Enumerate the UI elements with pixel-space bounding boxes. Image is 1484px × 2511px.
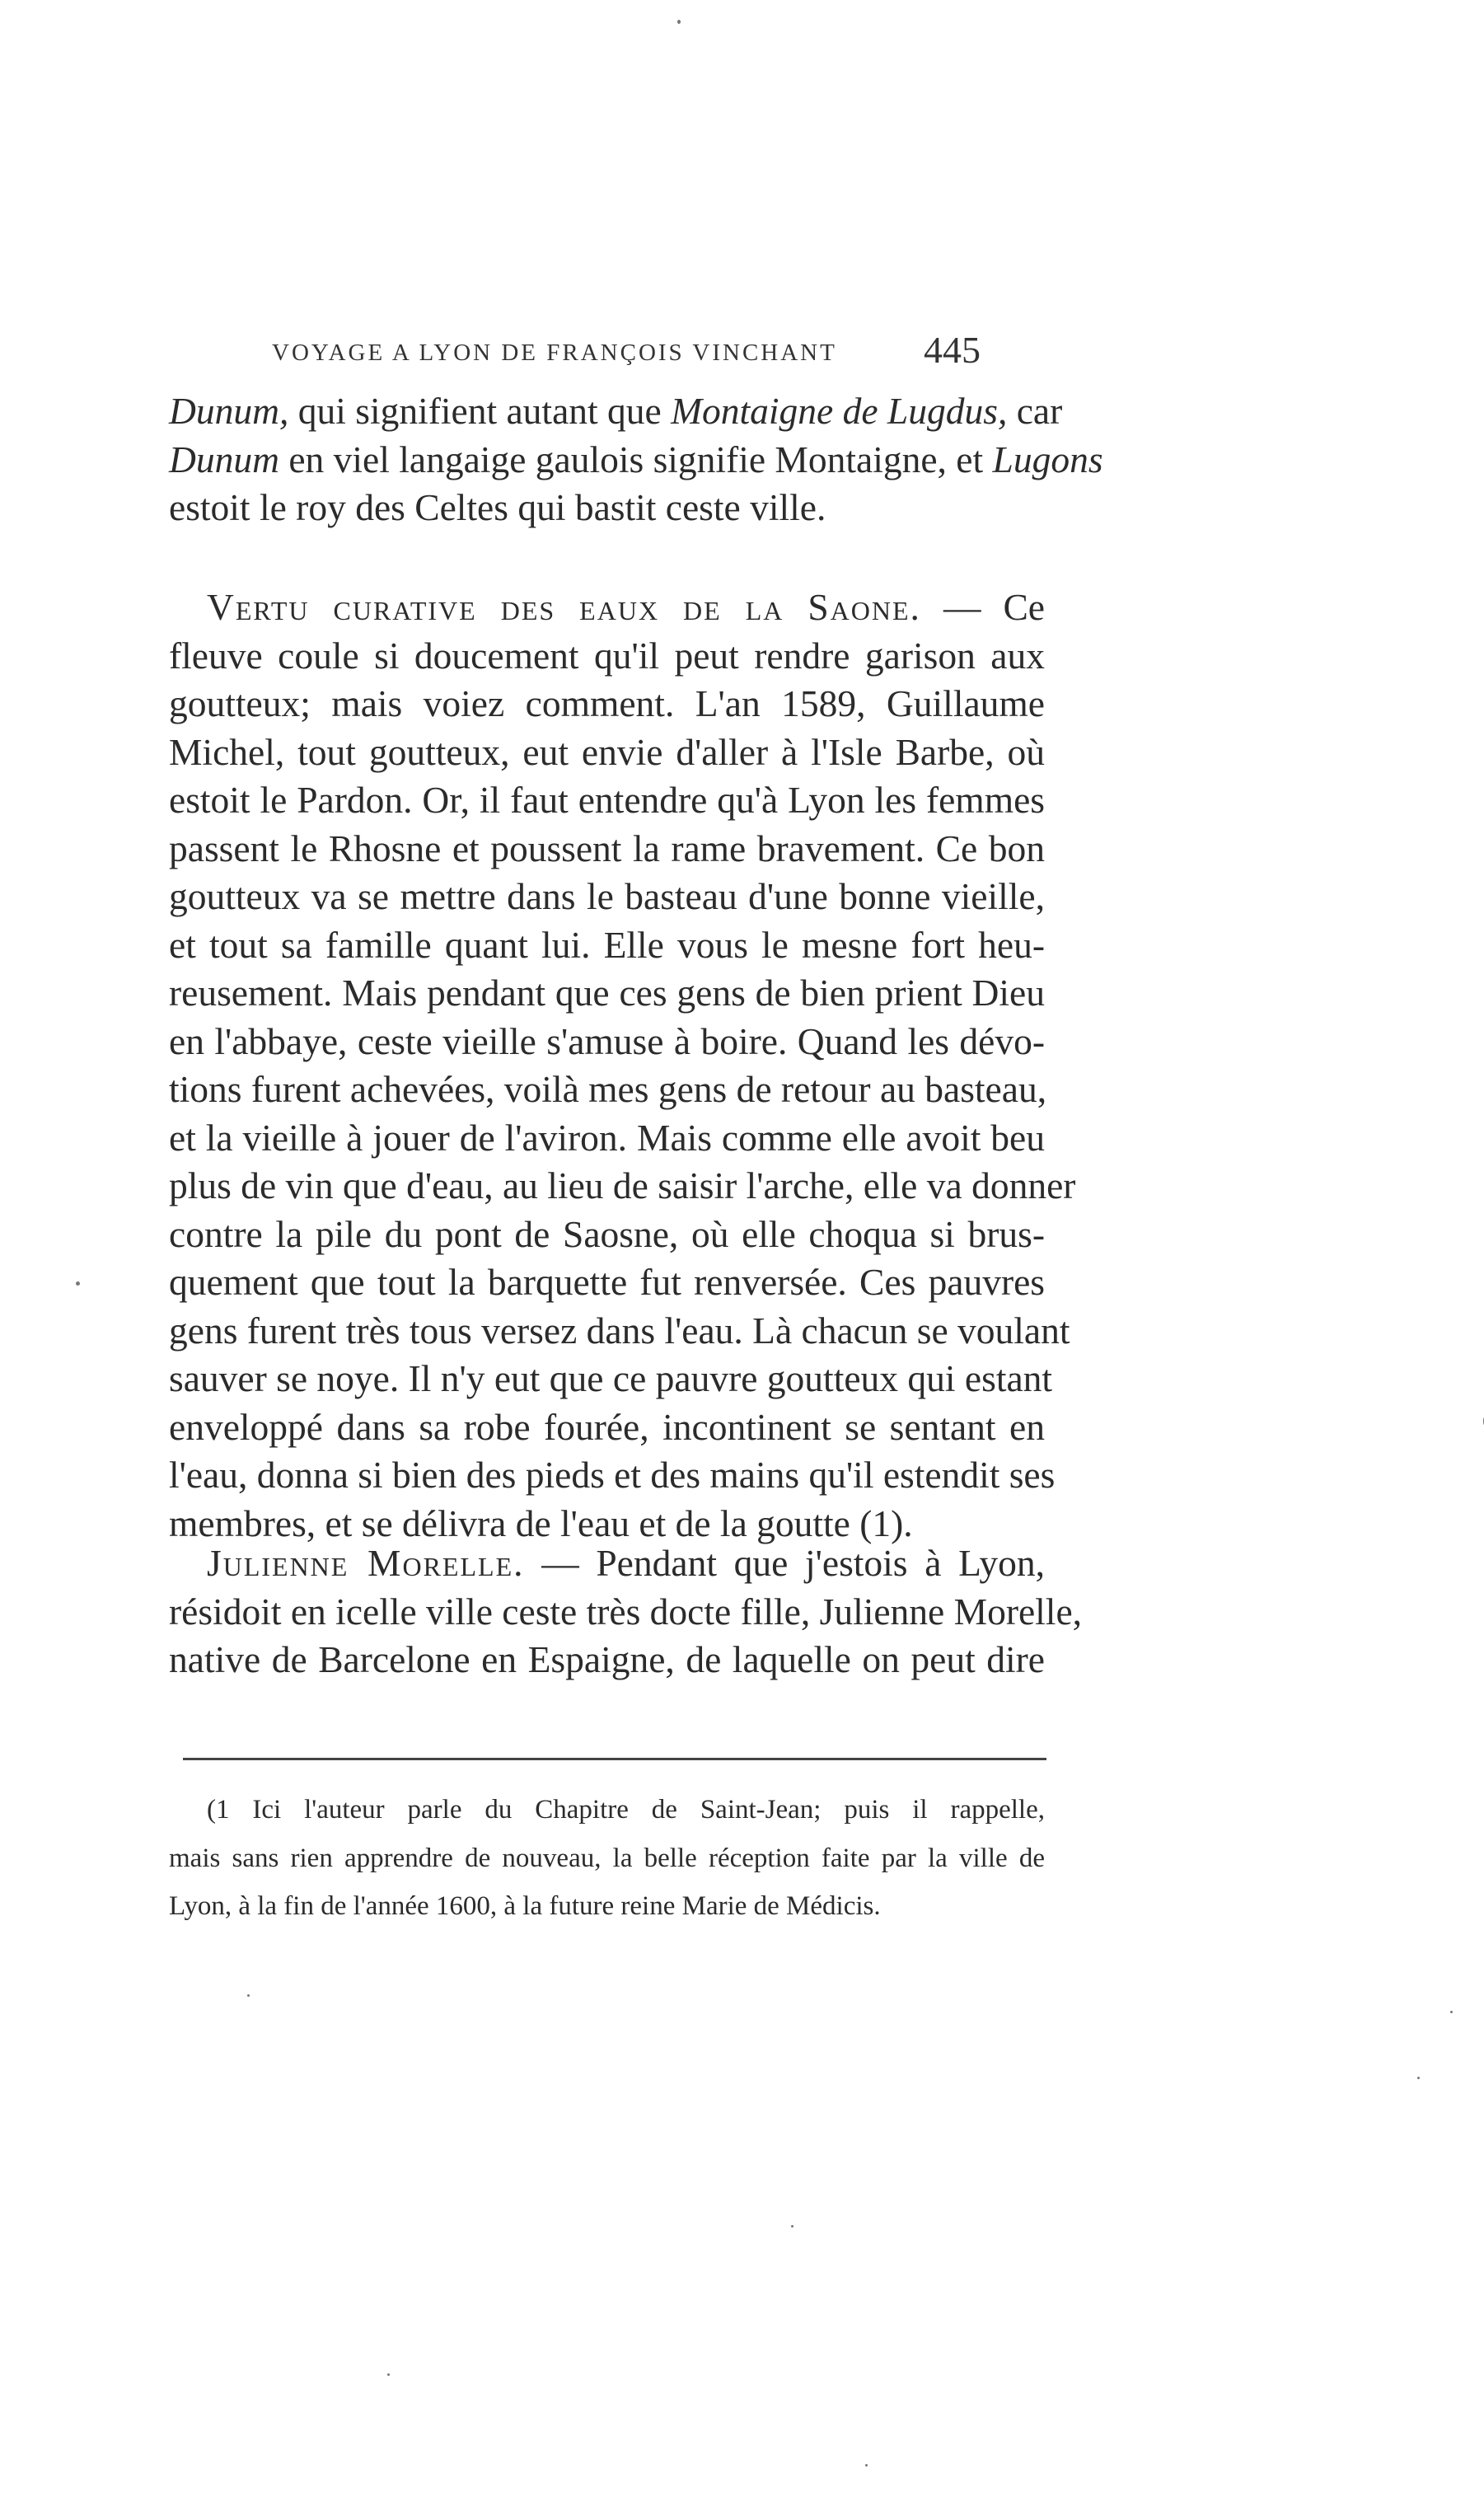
page-number: 445 (924, 329, 981, 371)
text-run: qui signifient autant que (288, 390, 672, 432)
section-heading: Julienne Morelle. (207, 1542, 525, 1584)
text-line: quement que tout la barquette fut renversée. Ces pauvres (169, 1261, 1045, 1303)
running-title: VOYAGE A LYON DE FRANÇOIS VINCHANT (272, 340, 837, 366)
text-line: contre la pile du pont de Saosne, où elle choqua si brus- (169, 1212, 1045, 1255)
scan-speck (791, 2225, 793, 2228)
footnote-line: mais sans rien apprendre de nouveau, la belle réception faite par la ville de (169, 1843, 1045, 1873)
text-line: sauver se noye. Il n'y eut que ce pauvre goutteux qui estant (169, 1357, 1053, 1399)
text-line: reusement. Mais pendant que ces gens de bien prient Dieu (169, 972, 1045, 1014)
text-run: car (1007, 390, 1063, 432)
paragraph-saone (169, 583, 1076, 1548)
text-line (169, 436, 1103, 485)
text-line: tions furent achevées, voilà mes gens de retour au basteau, (169, 1068, 1047, 1110)
text-line: fleuve coule si doucement qu'il peut rendre garison aux (169, 634, 1045, 677)
scan-speck (247, 1994, 250, 1997)
scan-speck (76, 1281, 80, 1286)
text-line: enveloppé dans sa robe fourée, incontinent se sentant en (169, 1405, 1045, 1448)
scan-speck (1417, 2077, 1420, 2079)
text-line: goutteux; mais voiez comment. L'an 1589, Guillaume (169, 682, 1045, 724)
text-run: — Ce (920, 586, 1045, 628)
scan-speck (677, 20, 681, 24)
scan-speck (387, 2373, 390, 2376)
italic-term: Montaigne de Lugdus, (671, 390, 1008, 432)
footnote-line: Lyon, à la fin de l'année 1600, à la future reine Marie de Médicis. (169, 1891, 881, 1921)
text-line: résidoit en icelle ville ceste très docte fille, Julienne Morelle, (169, 1590, 1083, 1633)
text-line: estoit le roy des Celtes qui bastit ceste ville. (169, 486, 826, 528)
text-line: goutteux va se mettre dans le basteau d'une bonne vieille, (169, 875, 1045, 917)
text-line: Michel, tout goutteux, eut envie d'aller à l'Isle Barbe, où (169, 730, 1045, 773)
text-line: et tout sa famille quant lui. Elle vous le mesne fort heu- (169, 923, 1045, 966)
paragraph-continued (169, 387, 1103, 532)
text-line: gens furent très tous versez dans l'eau. Là chacun se voulant (169, 1309, 1070, 1352)
footnote-line: (1 Ici l'auteur parle du Chapitre de Saint-Jean; puis il rappelle, (207, 1795, 1045, 1825)
text-line: et la vieille à jouer de l'aviron. Mais comme elle avoit beu (169, 1116, 1045, 1159)
text-run: en viel langaige gaulois signifie Montaigne, et (279, 438, 993, 480)
text-line (169, 1539, 1045, 1588)
text-line: en l'abbaye, ceste vieille s'amuse à boire. Quand les dévo- (169, 1019, 1045, 1062)
text-line: membres, et se délivra de l'eau et de la goutte (1). (169, 1501, 913, 1544)
scan-speck (865, 2464, 868, 2466)
footnote (169, 1791, 1045, 1936)
text-line (169, 387, 1063, 436)
section-heading: Vertu curative des eaux de la Saone. (207, 586, 921, 628)
italic-term: Dunum, (169, 390, 289, 432)
text-run: — Pendant que j'estois à Lyon, (524, 1542, 1045, 1584)
scan-speck (1450, 2011, 1453, 2013)
text-line: native de Barcelone en Espaigne, de laquelle on peut dire (169, 1638, 1045, 1680)
italic-term: Dunum (169, 438, 279, 480)
text-line (169, 583, 1045, 632)
text-line: l'eau, donna si bien des pieds et des mains qu'il estendit ses (169, 1454, 1056, 1496)
italic-term: Lugons (992, 438, 1103, 480)
running-head (272, 328, 981, 377)
text-line: plus de vin que d'eau, au lieu de saisir l'arche, elle va donner (169, 1164, 1076, 1206)
footnote-divider (183, 1758, 1046, 1760)
text-line: estoit le Pardon. Or, il faut entendre qu'à Lyon les femmes (169, 779, 1045, 821)
paragraph-morelle (169, 1539, 1083, 1684)
text-line: passent le Rhosne et poussent la rame bravement. Ce bon (169, 827, 1045, 869)
